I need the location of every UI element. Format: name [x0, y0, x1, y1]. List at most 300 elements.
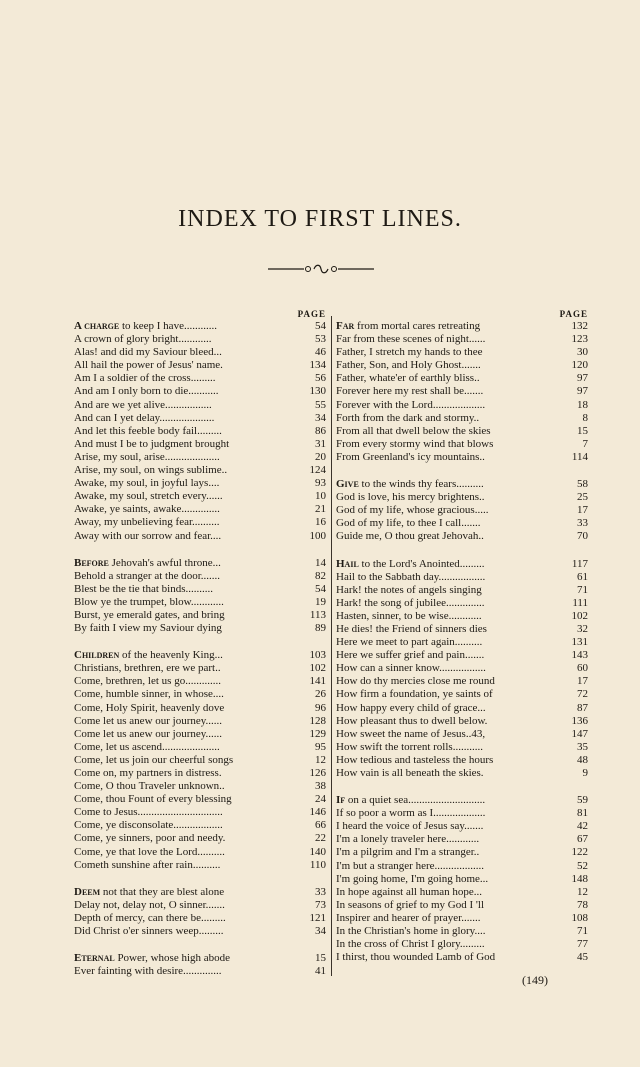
entry-line: In the Christian's home in glory.... [336, 925, 486, 938]
entry-page-number: 72 [577, 688, 588, 701]
entry-line: Inspirer and hearer of prayer....... [336, 911, 481, 924]
entry-line: How happy every child of grace... [336, 701, 486, 714]
index-entry [336, 504, 588, 517]
entry-line: God is love, his mercy brightens.. [336, 491, 485, 504]
index-entry [74, 320, 326, 333]
index-entry [74, 622, 326, 635]
index-entry [74, 425, 326, 438]
entry-line: By faith I view my Saviour dying [74, 622, 222, 635]
entry-text [336, 807, 562, 820]
entry-line: In hope against all human hope... [336, 885, 483, 898]
entry-page-number: 17 [577, 504, 588, 517]
entry-text [74, 806, 300, 819]
index-entry [74, 793, 326, 806]
index-entry [336, 794, 588, 807]
index-entry [336, 886, 588, 899]
entry-page-number: 35 [577, 740, 588, 753]
entry-line: Awake, ye saints, awake.............. [74, 503, 220, 516]
index-entry [74, 570, 326, 583]
entry-line: Hark! the song of jubilee.............. [336, 596, 485, 609]
entry-page-number: 81 [577, 807, 588, 820]
index-entry [74, 557, 326, 570]
entry-page-number: 130 [309, 385, 326, 398]
index-entry [74, 675, 326, 688]
entry-page-number: 121 [309, 911, 326, 924]
entry-page-number: 33 [577, 517, 588, 530]
index-entry [74, 503, 326, 516]
entry-first-word: Give [336, 478, 359, 491]
entry-page-number: 87 [577, 701, 588, 714]
entry-text [74, 754, 300, 767]
entry-page-number: 53 [315, 333, 326, 346]
group-gap [74, 938, 326, 952]
entry-page-number: 60 [577, 662, 588, 675]
entry-text [336, 597, 562, 610]
entry-line: From all that dwell below the skies [336, 424, 491, 437]
entry-text [336, 504, 562, 517]
entry-page-number: 67 [577, 833, 588, 846]
entry-page-number: 21 [315, 503, 326, 516]
entry-page-number: 9 [582, 767, 588, 779]
entry-text [74, 912, 300, 925]
entry-page-number: 61 [577, 570, 588, 583]
entry-text [74, 832, 300, 845]
index-entry [336, 860, 588, 873]
entry-line: Behold a stranger at the door....... [74, 569, 221, 582]
entry-text [74, 702, 300, 715]
entry-line: How firm a foundation, ye saints of [336, 688, 493, 701]
entry-page-number: 8 [582, 411, 588, 424]
entry-text [74, 846, 300, 859]
entry-line: Father, Son, and Holy Ghost....... [336, 359, 481, 372]
index-entry [74, 359, 326, 372]
group-gap [74, 872, 326, 886]
entry-text [336, 715, 562, 728]
entry-line: to keep I have............ [119, 320, 217, 332]
index-entry [336, 346, 588, 359]
entry-line: If so poor a worm as I................... [336, 807, 486, 820]
footer-page-number: (149) [522, 973, 548, 987]
entry-text [336, 886, 562, 899]
entry-first-word: Far [336, 320, 355, 332]
index-entry [336, 333, 588, 346]
entry-text [336, 754, 562, 767]
index-entry [336, 425, 588, 438]
entry-text [336, 399, 562, 412]
entry-text [336, 623, 562, 636]
entry-text [74, 688, 300, 701]
index-entry [336, 702, 588, 715]
entry-text [336, 385, 562, 398]
entry-page-number: 128 [309, 714, 326, 727]
index-entry [336, 715, 588, 728]
entry-text [74, 451, 300, 464]
entry-page-number: 100 [309, 529, 326, 542]
entry-text [336, 860, 562, 873]
entry-page-number: 146 [309, 806, 326, 819]
entry-page-number: 131 [571, 636, 588, 649]
entry-page-number: 129 [309, 727, 326, 740]
index-entry [74, 662, 326, 675]
entry-page-number: 31 [315, 437, 326, 450]
entry-text [336, 846, 562, 859]
page-column-label: PAGE [297, 309, 326, 319]
entry-text [336, 662, 562, 675]
entry-page-number: 48 [577, 753, 588, 766]
entry-page-number: 66 [315, 819, 326, 832]
entry-page-number: 32 [577, 622, 588, 635]
entry-line: Come, ye sinners, poor and needy. [74, 832, 226, 845]
entry-text [336, 925, 562, 938]
left-entry-list [74, 320, 326, 978]
entry-text [74, 741, 300, 754]
entry-text [336, 412, 562, 425]
entry-text [74, 899, 300, 912]
group-gap [336, 780, 588, 794]
entry-page-number: 58 [577, 478, 588, 491]
entry-page-number: 117 [571, 557, 588, 570]
group-gap [74, 543, 326, 557]
entry-text [74, 649, 300, 662]
entry-page-number: 147 [571, 727, 588, 740]
entry-text [336, 833, 562, 846]
entry-page-number: 103 [309, 649, 326, 662]
entry-text [336, 530, 562, 543]
entry-line: Christians, brethren, ere we part.. [74, 662, 221, 675]
entry-line: Come let us anew our journey...... [74, 727, 223, 740]
entry-first-word: Deem [74, 885, 101, 898]
entry-text [336, 820, 562, 833]
index-entry [74, 702, 326, 715]
index-entry [74, 596, 326, 609]
entry-line: Delay not, delay not, O sinner....... [74, 898, 225, 911]
index-entry [74, 346, 326, 359]
index-entry [336, 451, 588, 464]
index-entry [336, 412, 588, 425]
entry-line: How sweet the name of Jesus..43, [336, 727, 486, 740]
entry-text [336, 346, 562, 359]
entry-text [74, 570, 300, 583]
entry-page-number: 97 [577, 372, 588, 385]
index-entry [74, 438, 326, 451]
entry-page-number: 12 [315, 753, 326, 766]
index-entry [336, 399, 588, 412]
entry-page-number: 95 [315, 740, 326, 753]
entry-line: Away, my unbelieving fear.......... [74, 516, 220, 529]
entry-text [336, 571, 562, 584]
entry-text [336, 912, 562, 925]
entry-line: Burst, ye emerald gates, and bring [74, 608, 225, 621]
entry-line: Come, O thou Traveler unknown.. [74, 780, 225, 793]
entry-text [336, 767, 562, 780]
index-entry [74, 728, 326, 741]
right-entry-list [336, 320, 588, 964]
entry-line: Arise, my soul, on wings sublime.. [74, 464, 228, 477]
entry-page-number: 77 [577, 938, 588, 951]
index-entry [336, 873, 588, 886]
entry-page-number: 132 [571, 320, 588, 332]
entry-page-number: 71 [577, 925, 588, 938]
entry-text [74, 965, 300, 978]
index-entry [336, 741, 588, 754]
entry-text [336, 491, 562, 504]
entry-text [74, 609, 300, 622]
entry-page-number: 20 [315, 450, 326, 463]
entry-line: Hail to the Sabbath day................. [336, 570, 486, 583]
entry-page-number: 25 [577, 491, 588, 504]
entry-line: Come, thou Fount of every blessing [74, 793, 232, 806]
entry-page-number: 102 [309, 662, 326, 675]
entry-line: A crown of glory bright............ [74, 333, 212, 346]
entry-line: to the winds thy fears.......... [358, 478, 484, 491]
entry-page-number: 113 [309, 608, 326, 621]
entry-text [336, 899, 562, 912]
entry-line: From Greenland's icy mountains.. [336, 450, 485, 463]
index-entry [336, 807, 588, 820]
index-entry [74, 333, 326, 346]
entry-page-number: 45 [577, 951, 588, 964]
index-entry [336, 372, 588, 385]
entry-line: I thirst, thou wounded Lamb of God [336, 951, 496, 964]
entry-page-number: 111 [572, 596, 588, 609]
entry-line: Hasten, sinner, to be wise............ [336, 609, 482, 622]
entry-line: How vain is all beneath the skies. [336, 767, 484, 779]
entry-text [74, 662, 300, 675]
entry-text [74, 346, 300, 359]
index-entry [74, 741, 326, 754]
entry-page-number: 123 [571, 333, 588, 346]
entry-page-number: 78 [577, 898, 588, 911]
entry-text [74, 490, 300, 503]
entry-line: Guide me, O thou great Jehovah.. [336, 530, 484, 543]
index-entry [74, 583, 326, 596]
entry-page-number: 26 [315, 688, 326, 701]
index-entry [336, 820, 588, 833]
page-title: INDEX TO FIRST LINES. [178, 206, 462, 232]
entry-text [74, 793, 300, 806]
entry-text [336, 451, 562, 464]
entry-text [74, 596, 300, 609]
entry-text [74, 385, 300, 398]
index-entry [336, 597, 588, 610]
index-entry [74, 464, 326, 477]
entry-page-number: 41 [315, 965, 326, 978]
index-entry [74, 399, 326, 412]
index-entry [336, 912, 588, 925]
index-entry [74, 530, 326, 543]
index-entry [336, 320, 588, 333]
entry-page-number: 96 [315, 701, 326, 714]
entry-line: Depth of mercy, can there be......... [74, 911, 226, 924]
entry-page-number: 42 [577, 820, 588, 833]
entry-text [336, 938, 562, 951]
entry-line: Blow ye the trumpet, blow............ [74, 595, 224, 608]
entry-line: Come to Jesus............................... [74, 806, 223, 819]
entry-page-number: 19 [315, 595, 326, 608]
entry-page-number: 86 [315, 424, 326, 437]
entry-line: I'm a lonely traveler here............ [336, 833, 480, 846]
entry-line: How can a sinner know................. [336, 662, 486, 675]
entry-page-number: 93 [315, 477, 326, 490]
entry-page-number: 10 [315, 490, 326, 503]
entry-line: Father, I stretch my hands to thee [336, 346, 483, 359]
entry-page-number: 126 [309, 767, 326, 779]
entry-line: How pleasant thus to dwell below. [336, 714, 488, 727]
entry-line: Alas! and did my Saviour bleed... [74, 346, 222, 359]
entry-line: I'm a pilgrim and I'm a stranger.. [336, 846, 480, 859]
entry-line: How do thy mercies close me round [336, 675, 495, 688]
entry-page-number: 108 [571, 911, 588, 924]
entry-text [74, 767, 300, 780]
index-entry [336, 438, 588, 451]
entry-text [336, 558, 562, 571]
entry-text [336, 584, 562, 597]
entry-line: Come, brethren, let us go............. [74, 675, 221, 688]
entry-page-number: 12 [577, 885, 588, 898]
entry-line: from mortal cares retreating [354, 320, 481, 332]
entry-text [336, 425, 562, 438]
index-entry [336, 584, 588, 597]
entry-line: Come let us anew our journey...... [74, 714, 223, 727]
index-entry [74, 715, 326, 728]
entry-text [74, 583, 300, 596]
entry-line: Am I a soldier of the cross......... [74, 372, 216, 385]
entry-page-number: 54 [315, 320, 326, 332]
entry-line: Come, let us join our cheerful songs [74, 753, 234, 766]
entry-line: Come, ye that love the Lord.......... [74, 845, 225, 858]
entry-line: Ever fainting with desire.............. [74, 965, 222, 978]
entry-line: Hark! the notes of angels singing [336, 583, 482, 596]
entry-line: Come, humble sinner, in whose.... [74, 688, 224, 701]
entry-text [74, 530, 300, 543]
entry-page-number: 122 [571, 846, 588, 859]
index-entry [336, 675, 588, 688]
entry-text [336, 649, 562, 662]
entry-text [74, 859, 300, 872]
entry-text [336, 728, 562, 741]
entry-line: Come on, my partners in distress. [74, 767, 222, 779]
entry-text [336, 675, 562, 688]
entry-line: Did Christ o'er sinners weep......... [74, 925, 224, 938]
group-gap [336, 544, 588, 558]
entry-line: I'm but a stranger here.................. [336, 859, 484, 872]
index-entry [74, 754, 326, 767]
page-column-label: PAGE [559, 309, 588, 319]
index-entry [336, 359, 588, 372]
index-entry [74, 912, 326, 925]
entry-line: Forth from the dark and stormy.. [336, 411, 480, 424]
index-entry [336, 385, 588, 398]
entry-text [74, 320, 300, 333]
entry-page-number: 70 [577, 530, 588, 543]
entry-line: How tedious and tasteless the hours [336, 753, 494, 766]
entry-text [74, 886, 300, 899]
index-entry [336, 767, 588, 780]
left-column [74, 308, 326, 978]
entry-first-word: Before [74, 556, 109, 569]
entry-text [336, 372, 562, 385]
index-entry [74, 965, 326, 978]
entry-text [336, 438, 562, 451]
entry-page-number: 89 [315, 622, 326, 635]
entry-page-number: 14 [315, 556, 326, 569]
index-entry [336, 728, 588, 741]
entry-line: How swift the torrent rolls........... [336, 740, 483, 753]
index-entry [74, 780, 326, 793]
index-entry [74, 767, 326, 780]
entry-page-number: 46 [315, 346, 326, 359]
index-entry [74, 886, 326, 899]
entry-page-number: 30 [577, 346, 588, 359]
entry-line: God of my life, whose gracious..... [336, 504, 489, 517]
entry-text [336, 517, 562, 530]
index-entry [74, 649, 326, 662]
entry-line: Power, whose high abode [114, 952, 231, 965]
entry-text [74, 622, 300, 635]
index-entry [74, 516, 326, 529]
entry-line: All hail the power of Jesus' name. [74, 359, 223, 372]
entry-text [336, 636, 562, 649]
index-entry [74, 490, 326, 503]
entry-text [74, 675, 300, 688]
index-entry [336, 925, 588, 938]
entry-line: Awake, my soul, in joyful lays.... [74, 477, 220, 490]
entry-page-number: 140 [309, 845, 326, 858]
entry-line: In seasons of grief to my God I 'll [336, 898, 485, 911]
index-entry [74, 859, 326, 872]
entry-page-number: 136 [571, 714, 588, 727]
index-entry [74, 372, 326, 385]
entry-line: Come, ye disconsolate.................. [74, 819, 223, 832]
entry-page-number: 34 [315, 925, 326, 938]
index-entry [336, 688, 588, 701]
index-entry [74, 477, 326, 490]
entry-line: Jehovah's awful throne... [108, 556, 221, 569]
index-entry [74, 688, 326, 701]
entry-text [74, 438, 300, 451]
entry-line: to the Lord's Anointed......... [358, 557, 485, 570]
entry-text [74, 715, 300, 728]
entry-text [74, 952, 300, 965]
entry-line: Away with our sorrow and fear.... [74, 529, 222, 542]
ornament-divider [268, 262, 374, 276]
entry-page-number: 38 [315, 780, 326, 793]
entry-page-number: 73 [315, 898, 326, 911]
entry-page-number: 55 [315, 398, 326, 411]
entry-page-number: 141 [309, 675, 326, 688]
entry-page-number: 34 [315, 411, 326, 424]
entry-line: not that they are blest alone [100, 885, 225, 898]
entry-line: He dies! the Friend of sinners dies [336, 622, 487, 635]
entry-text [74, 333, 300, 346]
entry-text [74, 728, 300, 741]
entry-page-number: 148 [571, 872, 588, 885]
index-entry [336, 649, 588, 662]
entry-first-word: A charge [74, 320, 120, 332]
entry-page-number: 22 [315, 832, 326, 845]
entry-text [74, 372, 300, 385]
index-entry [336, 662, 588, 675]
entry-text [74, 359, 300, 372]
entry-page-number: 110 [309, 858, 326, 871]
entry-page-number: 18 [577, 398, 588, 411]
entry-text [336, 333, 562, 346]
index-entry [74, 952, 326, 965]
entry-line: And let this feeble body fail......... [74, 424, 222, 437]
entry-line: Arise, my soul, arise.................... [74, 450, 220, 463]
entry-text [336, 320, 562, 333]
index-entry [336, 610, 588, 623]
